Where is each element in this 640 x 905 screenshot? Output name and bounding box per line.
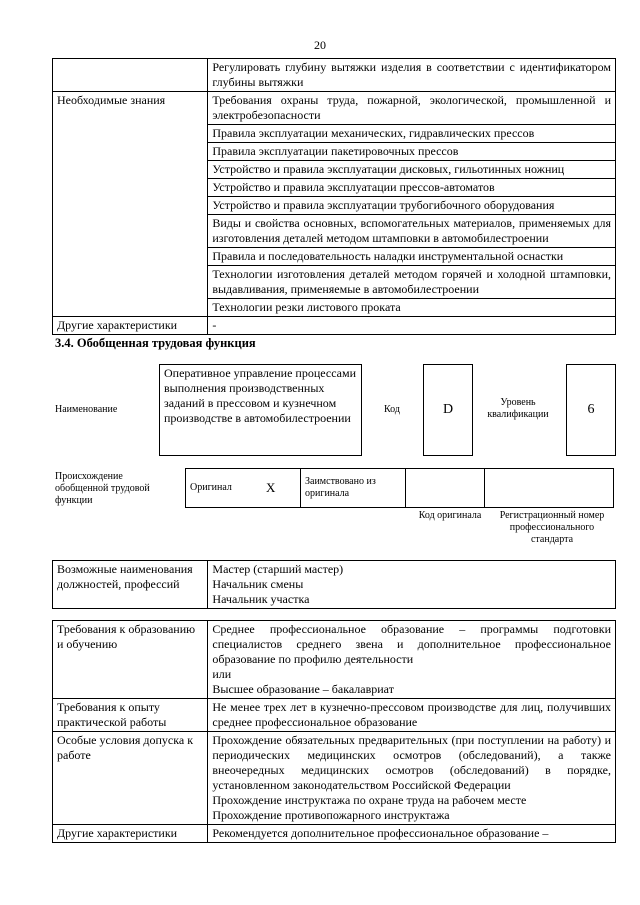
list-item: Начальник смены bbox=[212, 577, 304, 591]
table-cell: - bbox=[208, 317, 616, 335]
list-item: Начальник участка bbox=[212, 592, 310, 606]
positions-table bbox=[52, 560, 616, 609]
table-row bbox=[186, 469, 614, 508]
row-label: Требования к образованию и обучению bbox=[53, 621, 208, 699]
table-cell: Правила и последовательность наладки инструментальной оснастки bbox=[208, 248, 616, 266]
table-cell: Устройство и правила эксплуатации прессов-автоматов bbox=[208, 179, 616, 197]
table-cell: Технологии резки листового проката bbox=[208, 299, 616, 317]
list-item: Прохождение инструктажа по охране труда на рабочем месте bbox=[212, 793, 527, 807]
table-cell: Правила эксплуатации пакетировочных прессов bbox=[208, 143, 616, 161]
origin-label: Происхождение обобщенной трудовой функции bbox=[55, 471, 150, 506]
level-label: Уровень квалификации bbox=[487, 397, 549, 420]
level-value-box: 6 bbox=[566, 364, 616, 456]
table-cell bbox=[208, 825, 616, 843]
row-label: Другие характеристики bbox=[53, 825, 208, 843]
list-item: Не менее трех лет в кузнечно-прессовом производстве для лиц, получивших среднее профессиональное образование bbox=[212, 700, 611, 729]
table-row bbox=[53, 317, 616, 335]
list-item: Рекомендуется дополнительное профессиональное образование – bbox=[212, 826, 549, 840]
table-row bbox=[53, 621, 616, 699]
table-cell: Правила эксплуатации механических, гидравлических прессов bbox=[208, 125, 616, 143]
table-cell bbox=[208, 732, 616, 825]
table-row bbox=[53, 59, 616, 92]
requirements-table bbox=[52, 620, 616, 843]
row-label: Другие характеристики bbox=[53, 317, 208, 335]
list-item: или bbox=[212, 667, 232, 681]
table-cell: Технологии изготовления деталей методом горячей и холодной штамповки, выдавливания, применяемые в автомобилестроении bbox=[208, 266, 616, 299]
table-cell: Требования охраны труда, пожарной, экологической, промышленной и электробезопасности bbox=[208, 92, 616, 125]
origin-table bbox=[185, 468, 614, 508]
positions-list bbox=[208, 561, 616, 609]
table-row bbox=[53, 825, 616, 843]
table-cell bbox=[208, 621, 616, 699]
reg-number-cell bbox=[485, 469, 614, 508]
original-mark: X bbox=[262, 469, 301, 508]
row-label: Необходимые знания bbox=[53, 92, 208, 317]
table-row bbox=[53, 732, 616, 825]
code-label: Код bbox=[384, 404, 400, 415]
function-name-box: Оперативное управление процессами выполнения производственных заданий в прессовом и кузнечном производстве в автомобилестроении bbox=[159, 364, 362, 456]
original-code-cell bbox=[406, 469, 485, 508]
list-item: Высшее образование – бакалавриат bbox=[212, 682, 394, 696]
reg-number-label: Регистрационный номер профессионального стандарта bbox=[499, 510, 605, 545]
table-cell bbox=[208, 699, 616, 732]
table-row bbox=[53, 699, 616, 732]
table-cell: Виды и свойства основных, вспомогательных материалов, применяемых для изготовления деталей методом штамповки в автомобилестроении bbox=[208, 215, 616, 248]
name-label: Наименование bbox=[55, 404, 118, 415]
code-value-box: D bbox=[423, 364, 473, 456]
row-label: Особые условия допуска к работе bbox=[53, 732, 208, 825]
table-row bbox=[53, 561, 616, 609]
borrowed-label: Заимствовано из оригинала bbox=[301, 469, 406, 508]
page-number: 20 bbox=[314, 38, 326, 52]
row-label: Требования к опыту практической работы bbox=[53, 699, 208, 732]
original-code-label: Код оригинала bbox=[418, 510, 482, 521]
table-cell: Регулировать глубину вытяжки изделия в соответствии с идентификатором глубины вытяжки bbox=[208, 59, 616, 92]
section-title: 3.4. Обобщенная трудовая функция bbox=[55, 336, 256, 350]
positions-label: Возможные наименования должностей, профессий bbox=[53, 561, 208, 609]
row-label bbox=[53, 59, 208, 92]
knowledge-table bbox=[52, 58, 616, 335]
list-item: Среднее профессиональное образование – программы подготовки специалистов среднего звена и дополнительное профессиональное образование по профилю деятельности bbox=[212, 622, 611, 666]
table-cell: Устройство и правила эксплуатации дисковых, гильотинных ножниц bbox=[208, 161, 616, 179]
original-label: Оригинал bbox=[186, 469, 263, 508]
list-item: Прохождение обязательных предварительных (при поступлении на работу) и периодических медицинских осмотров (обследований), а также внеочередных медицинских осмотров (обследований) в порядке, установленном законодательством Российской Федерации bbox=[212, 733, 611, 792]
list-item: Прохождение противопожарного инструктажа bbox=[212, 808, 450, 822]
list-item: Мастер (старший мастер) bbox=[212, 562, 344, 576]
table-cell: Устройство и правила эксплуатации трубогибочного оборудования bbox=[208, 197, 616, 215]
table-row bbox=[53, 92, 616, 125]
